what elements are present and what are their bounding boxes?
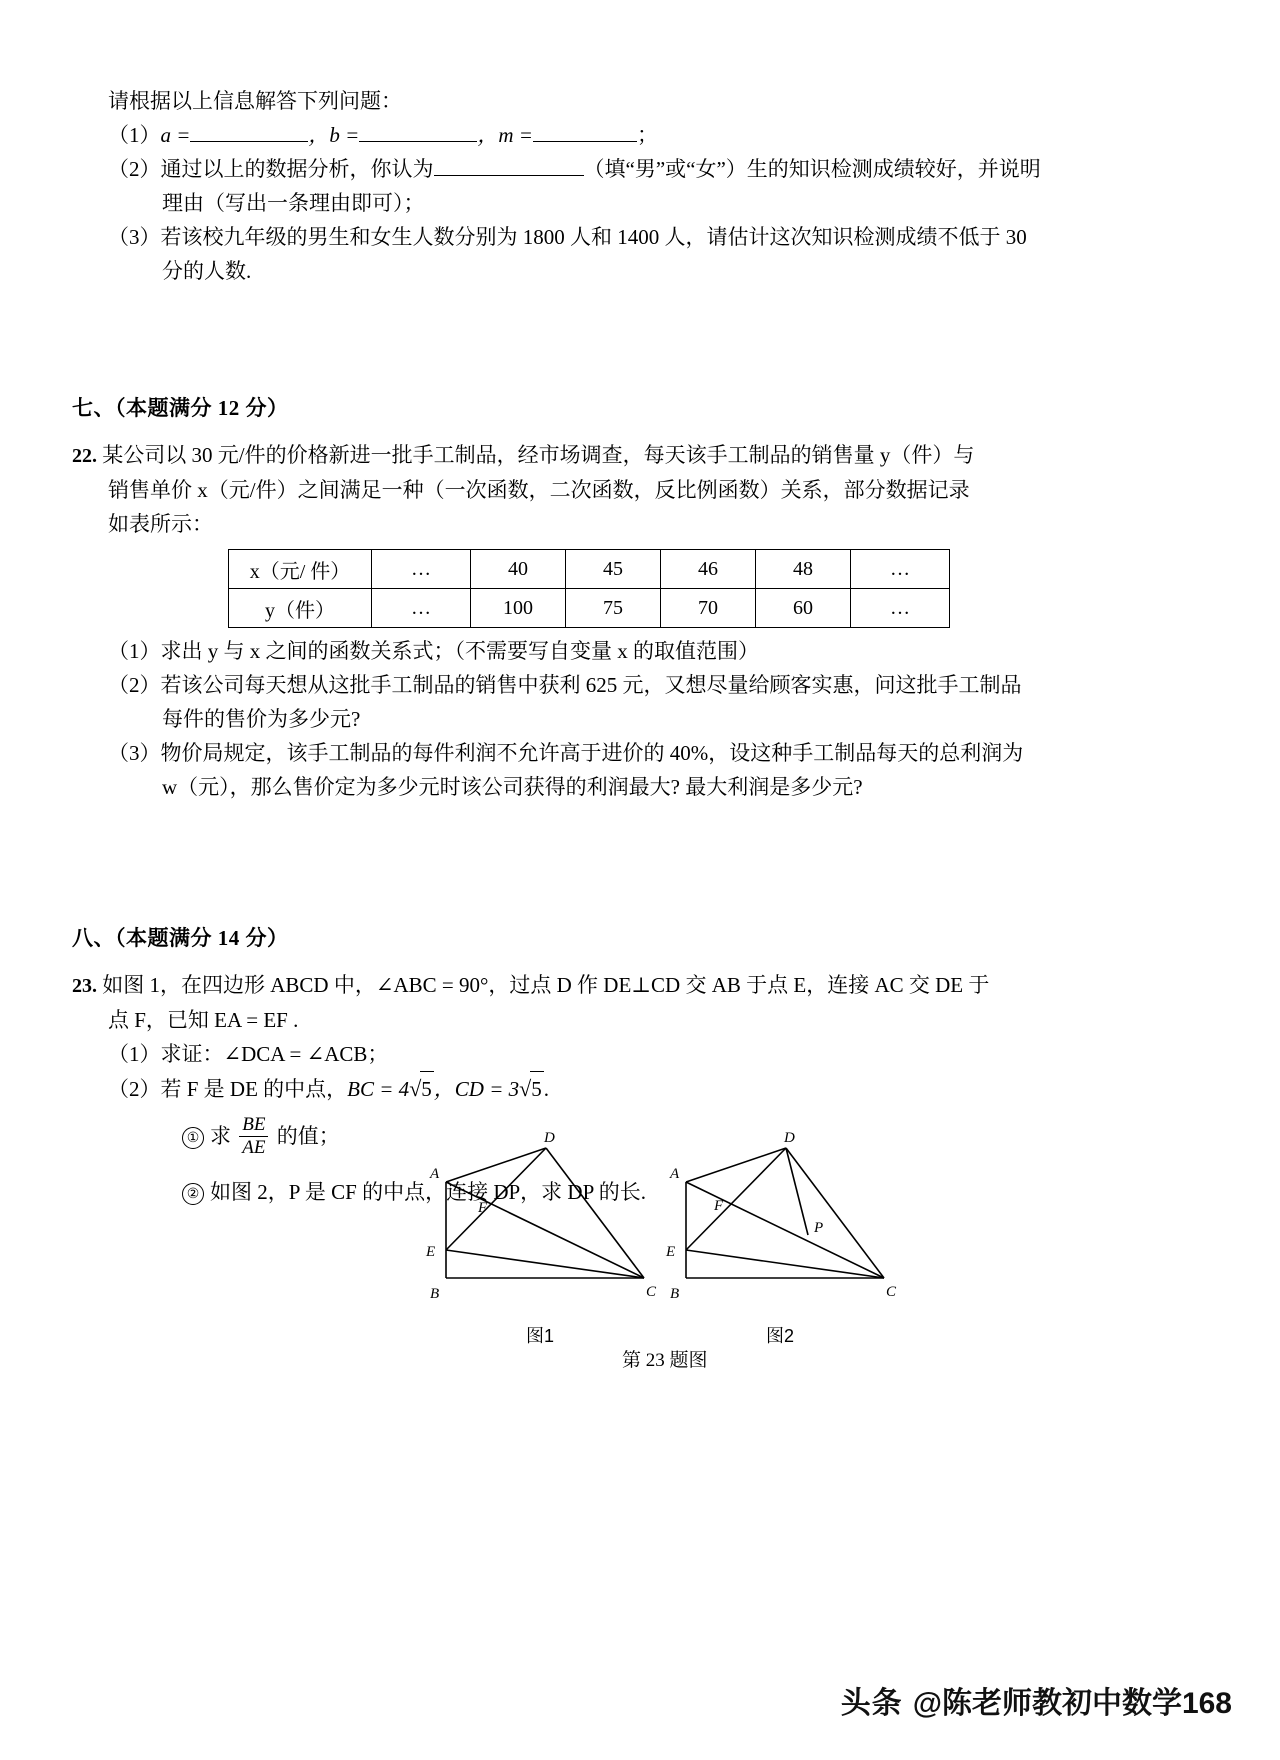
blank-m[interactable] — [533, 123, 637, 142]
figure-1-caption: 图1 — [526, 1326, 555, 1346]
q21-item1-b: ，b = — [308, 123, 360, 147]
q23-item2-cd: ，CD = 3 — [433, 1077, 520, 1101]
q21-item2-line2: 理由（写出一条理由即可）； — [162, 191, 425, 215]
spacer-2 — [108, 422, 1178, 438]
cell-x-5: … — [851, 550, 950, 589]
table-row — [229, 589, 950, 628]
circled-two-icon: ② — [182, 1183, 204, 1205]
fig2-label-F: F — [714, 1198, 724, 1214]
fraction-numerator: BE — [242, 1114, 266, 1135]
blank-b[interactable] — [359, 123, 477, 142]
q21-item1-end: ； — [636, 123, 658, 147]
fig2-label-E: E — [666, 1244, 676, 1260]
document-content — [72, 84, 1178, 1209]
q22-item3-line1: （3）物价局规定，该手工制品的每件利润不允许高于进价的 40%，设这种手工制品每天的总利润为 — [108, 741, 1024, 765]
watermark-footer — [841, 1678, 1232, 1722]
q23-sub1-post: 的值； — [276, 1124, 340, 1149]
blank-a[interactable] — [190, 123, 308, 142]
q22-line1-text: 某公司以 30 元/件的价格新进一批手工制品，经市场调查，每天该手工制品的销售量 y（件）与 — [102, 443, 975, 467]
cell-y-0: … — [372, 589, 471, 628]
q22-line3: 如表所示： — [108, 512, 213, 536]
q23-item2-end: . — [543, 1077, 549, 1101]
fraction-denominator: AE — [239, 1136, 268, 1159]
q21-item2-line1 — [108, 152, 1178, 186]
fig2-label-P: P — [814, 1220, 824, 1236]
fig1-label-F: F — [478, 1200, 488, 1216]
cell-x-2: 45 — [566, 550, 661, 589]
cell-x-3: 46 — [661, 550, 756, 589]
spacer-3 — [108, 804, 1178, 908]
q22-number: 22. — [72, 445, 97, 467]
figure-2-caption: 图2 — [766, 1326, 795, 1346]
fig1-label-A: A — [430, 1166, 440, 1182]
q21-item1 — [108, 118, 1178, 152]
q23-item2-cd-radicand: 5 — [530, 1071, 544, 1106]
fig2-label-A: A — [670, 1166, 680, 1182]
q22-table-wrap — [228, 549, 1178, 628]
q21-item2-text: （2）通过以上的数据分析，你认为 — [108, 157, 434, 181]
spacer-4 — [108, 952, 1178, 968]
fig2-label-C: C — [886, 1284, 897, 1300]
fig2-label-D: D — [784, 1130, 795, 1146]
row-label-x: x（元/ 件） — [229, 550, 372, 589]
q22-item1: （1）求出 y 与 x 之间的函数关系式；（不需要写自变量 x 的取值范围） — [108, 639, 759, 663]
fig1-label-E: E — [426, 1244, 436, 1260]
q23-item2-pre: （2）若 F 是 DE 的中点， — [108, 1077, 348, 1101]
figure-area — [108, 1130, 1178, 1380]
figure-title: 第 23 题图 — [622, 1350, 708, 1371]
row-label-y: y（件） — [229, 589, 372, 628]
spacer-1 — [108, 288, 1178, 392]
fig2-label-B: B — [670, 1286, 680, 1302]
q23-item1: （1）求证：∠DCA = ∠ACB； — [108, 1042, 389, 1066]
table-row — [229, 550, 950, 589]
q21-item1-a: a = — [160, 123, 191, 147]
q23-item2-bc-radicand: 5 — [420, 1071, 434, 1106]
circled-one-icon: ① — [182, 1127, 204, 1149]
cell-y-2: 75 — [566, 589, 661, 628]
q23-line1-text: 如图 1，在四边形 ABCD 中，∠ABC = 90°，过点 D 作 DE⊥CD 交 AB 于点 E，连接 AC 交 DE 于 — [102, 973, 990, 997]
q21-item3-line2: 分的人数. — [162, 259, 252, 283]
q21-item1-prefix: （1） — [108, 123, 161, 147]
cell-x-1: 40 — [471, 550, 566, 589]
section8-heading: 八、（本题满分 14 分） — [72, 926, 289, 950]
watermark-brand: @陈老师教初中数学168 — [912, 1687, 1232, 1720]
q23-sub2-text: 如图 2，P 是 CF 的中点，连接 DP，求 DP 的长. — [210, 1179, 646, 1204]
figure-1-diagram — [416, 1130, 676, 1330]
q22-line2: 销售单价 x（元/件）之间满足一种（一次函数，二次函数，反比例函数）关系，部分数据记录 — [108, 478, 970, 502]
cell-y-1: 100 — [471, 589, 566, 628]
q22-item2-line2: 每件的售价为多少元? — [162, 707, 361, 731]
q21-item3-line1: （3）若该校九年级的男生和女生人数分别为 1800 人和 1400 人，请估计这次知识检测成绩不低于 30 — [108, 225, 1027, 249]
q23-item2-bc: BC = 4 — [347, 1077, 410, 1101]
fig1-label-D: D — [544, 1130, 555, 1146]
q23-line2: 点 F，已知 EA = EF . — [108, 1008, 299, 1032]
q22-line1 — [72, 438, 1178, 473]
cell-y-5: … — [851, 589, 950, 628]
fig1-label-C: C — [646, 1284, 657, 1300]
cell-x-0: … — [372, 550, 471, 589]
cell-y-3: 70 — [661, 589, 756, 628]
q23-number: 23. — [72, 975, 97, 997]
cell-x-4: 48 — [756, 550, 851, 589]
q21-item2-tail: （填“男”或“女”）生的知识检测成绩较好，并说明 — [583, 157, 1041, 181]
q22-item2-line1: （2）若该公司每天想从这批手工制品的销售中获利 625 元，又想尽量给顾客实惠，问这批手工制品 — [108, 673, 1022, 697]
toutiao-logo-icon: 头条 — [840, 1687, 903, 1720]
blank-gender[interactable] — [434, 157, 584, 176]
q22-item3-line2: w（元），那么售价定为多少元时该公司获得的利润最大? 最大利润是多少元? — [162, 775, 863, 799]
q21-item1-m: ，m = — [477, 123, 533, 147]
fig1-label-B: B — [430, 1286, 440, 1302]
q23-item2: （2）若 F 是 DE 的中点，BC = 4√5，CD = 3√5. — [108, 1071, 1178, 1106]
q22-data-table — [228, 549, 950, 628]
top-prompt: 请根据以上信息解答下列问题： — [108, 89, 402, 113]
q23-line1 — [72, 968, 1178, 1003]
spacer-3b — [108, 908, 1178, 922]
section7-heading: 七、（本题满分 12 分） — [72, 396, 289, 420]
q23-sub1-pre: 求 — [210, 1124, 231, 1149]
figure-2-diagram — [656, 1130, 916, 1330]
cell-y-4: 60 — [756, 589, 851, 628]
